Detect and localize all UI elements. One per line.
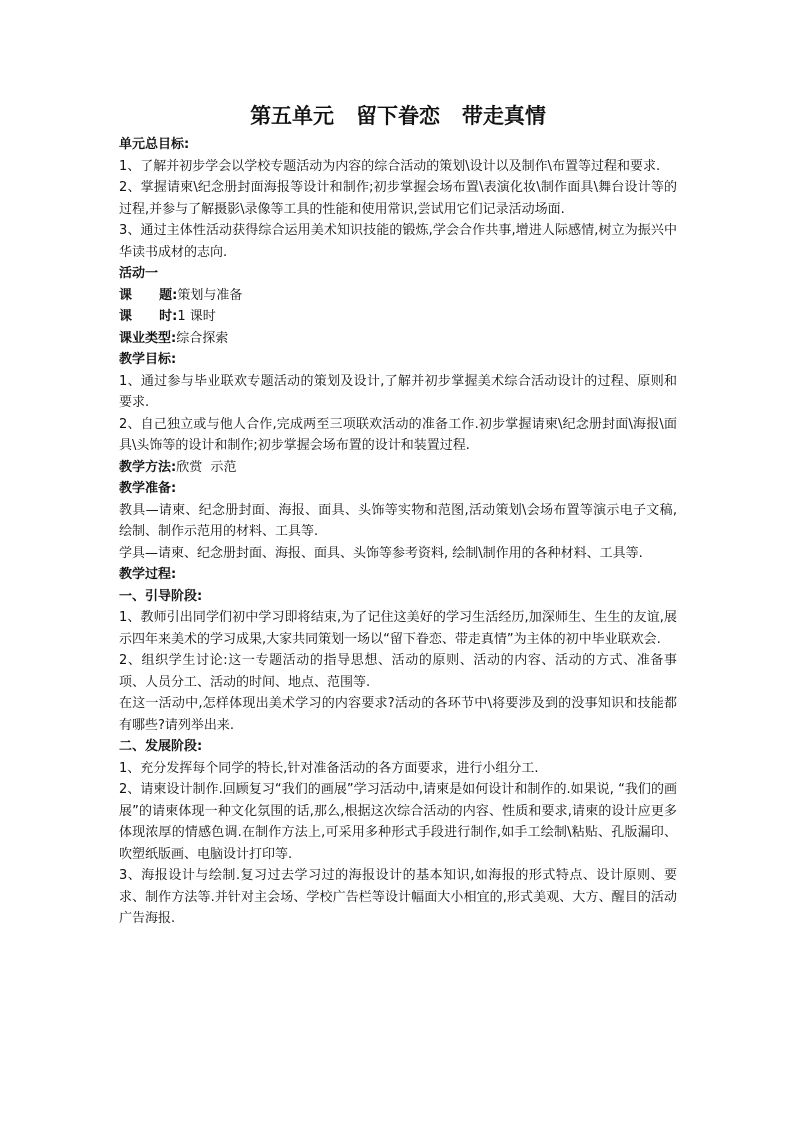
activity-topic-line — [119, 285, 677, 307]
document-body — [119, 101, 677, 930]
teaching-method-label: 教学方法: — [119, 459, 177, 475]
teaching-goals-heading: 教学目标: — [119, 352, 177, 367]
stage1-item-1: 1、教师引出同学们初中学习即将结束,为了记住这美好的学习生活经历,加深师生、生生的友谊,展示四年来美术的学习成果,大家共同策划一场以“留下眷恋、带走真情”为主体的初中毕业联欢会. — [119, 610, 677, 647]
stage2-item-3: 3、海报设计与绘制.复习过去学习过的海报设计的基本知识,如海报的形式特点、设计原则、要求、制作方法等.并针对主会场、学校广告栏等设计幅面大小相宜的,形式美观、大方、醒目的活动广告海报. — [119, 868, 677, 926]
teaching-goal-item-1: 1、通过参与毕业联欢专题活动的策划及设计,了解并初步掌握美术综合活动设计的过程、原则和要求. — [119, 373, 677, 410]
stage2-heading: 二、发展阶段: — [119, 739, 203, 754]
preparation-item-teacher: 教具—请柬、纪念册封面、海报、面具、头饰等实物和范图,活动策划\会场布置等演示电子文稿,绘制、制作示范用的材料、工具等. — [119, 502, 677, 539]
activity-heading: 活动一 — [119, 266, 159, 281]
teaching-preparation-heading: 教学准备: — [119, 481, 177, 496]
activity-hours-line — [119, 306, 677, 328]
teaching-goal-item-2: 2、自己独立或与他人合作,完成两至三项联欢活动的准备工作.初步掌握请柬\纪念册封面\海报\面具\头饰等的设计和制作;初步掌握会场布置的设计和装置过程. — [119, 416, 677, 453]
activity-hours-label: 课 时: — [119, 309, 178, 324]
activity-type-line — [119, 328, 677, 350]
activity-type-label: 课业类型: — [119, 330, 177, 346]
stage1-item-2: 2、组织学生讨论:这一专题活动的指导思想、活动的原则、活动的内容、活动的方式、准备事项、人员分工、活动的时间、地点、范围等. — [119, 653, 677, 690]
activity-topic-label: 课 题: — [119, 287, 178, 303]
activity-type-value: 综合探索 — [176, 330, 229, 346]
preparation-item-student: 学具—请柬、纪念册封面、海报、面具、头饰等参考资料, 绘制\制作用的各种材料、工具等. — [119, 545, 643, 561]
unit-goal-item-1: 1、了解并初步学会以学校专题活动为内容的综合活动的策划\设计以及制作\布置等过程和要求. — [119, 158, 661, 174]
unit-goal-item-3: 3、通过主体性活动获得综合运用美术知识技能的锻炼,学会合作共事,增进人际感情,树立为振兴中华读书成材的志向. — [119, 223, 677, 260]
activity-hours-value: 1 课时 — [177, 309, 216, 324]
unit-goals-heading: 单元总目标: — [119, 137, 190, 152]
unit-goal-item-2: 2、掌握请柬\纪念册封面海报等设计和制作;初步掌握会场布置\表演化妆\制作面具\舞台设计等的过程,并参与了解摄影\录像等工具的性能和使用常识,尝试用它们记录活动场面. — [119, 180, 677, 217]
stage1-heading: 一、引导阶段: — [119, 588, 203, 604]
teaching-method-value: 欣赏 示范 — [176, 459, 237, 475]
activity-topic-value: 策划与准备 — [177, 287, 243, 303]
stage1-item-3: 在这一活动中,怎样体现出美术学习的内容要求?活动的各环节中\将要涉及到的没事知识和技能都有哪些?请列举出来. — [119, 696, 677, 733]
page-title: 第五单元 留下眷恋 带走真情 — [250, 103, 546, 128]
stage2-item-1: 1、充分发挥每个同学的特长,针对准备活动的各方面要求，进行小组分工. — [119, 760, 539, 776]
stage2-item-2: 2、请柬设计制作.回顾复习“我们的画展”学习活动中,请柬是如何设计和制作的.如果说, “我们的画展”的请柬体现一种文化氛围的话,那么,根据这次综合活动的内容、性质和要求,请柬的设计应更多体现浓厚的情感色调.在制作方法上,可采用多种形式手段进行制作,如手工绘制\粘贴、孔版漏印、吹塑纸版画、电脑设计打印等. — [119, 782, 677, 862]
teaching-method-line — [119, 457, 677, 479]
teaching-process-heading: 教学过程: — [119, 567, 177, 582]
